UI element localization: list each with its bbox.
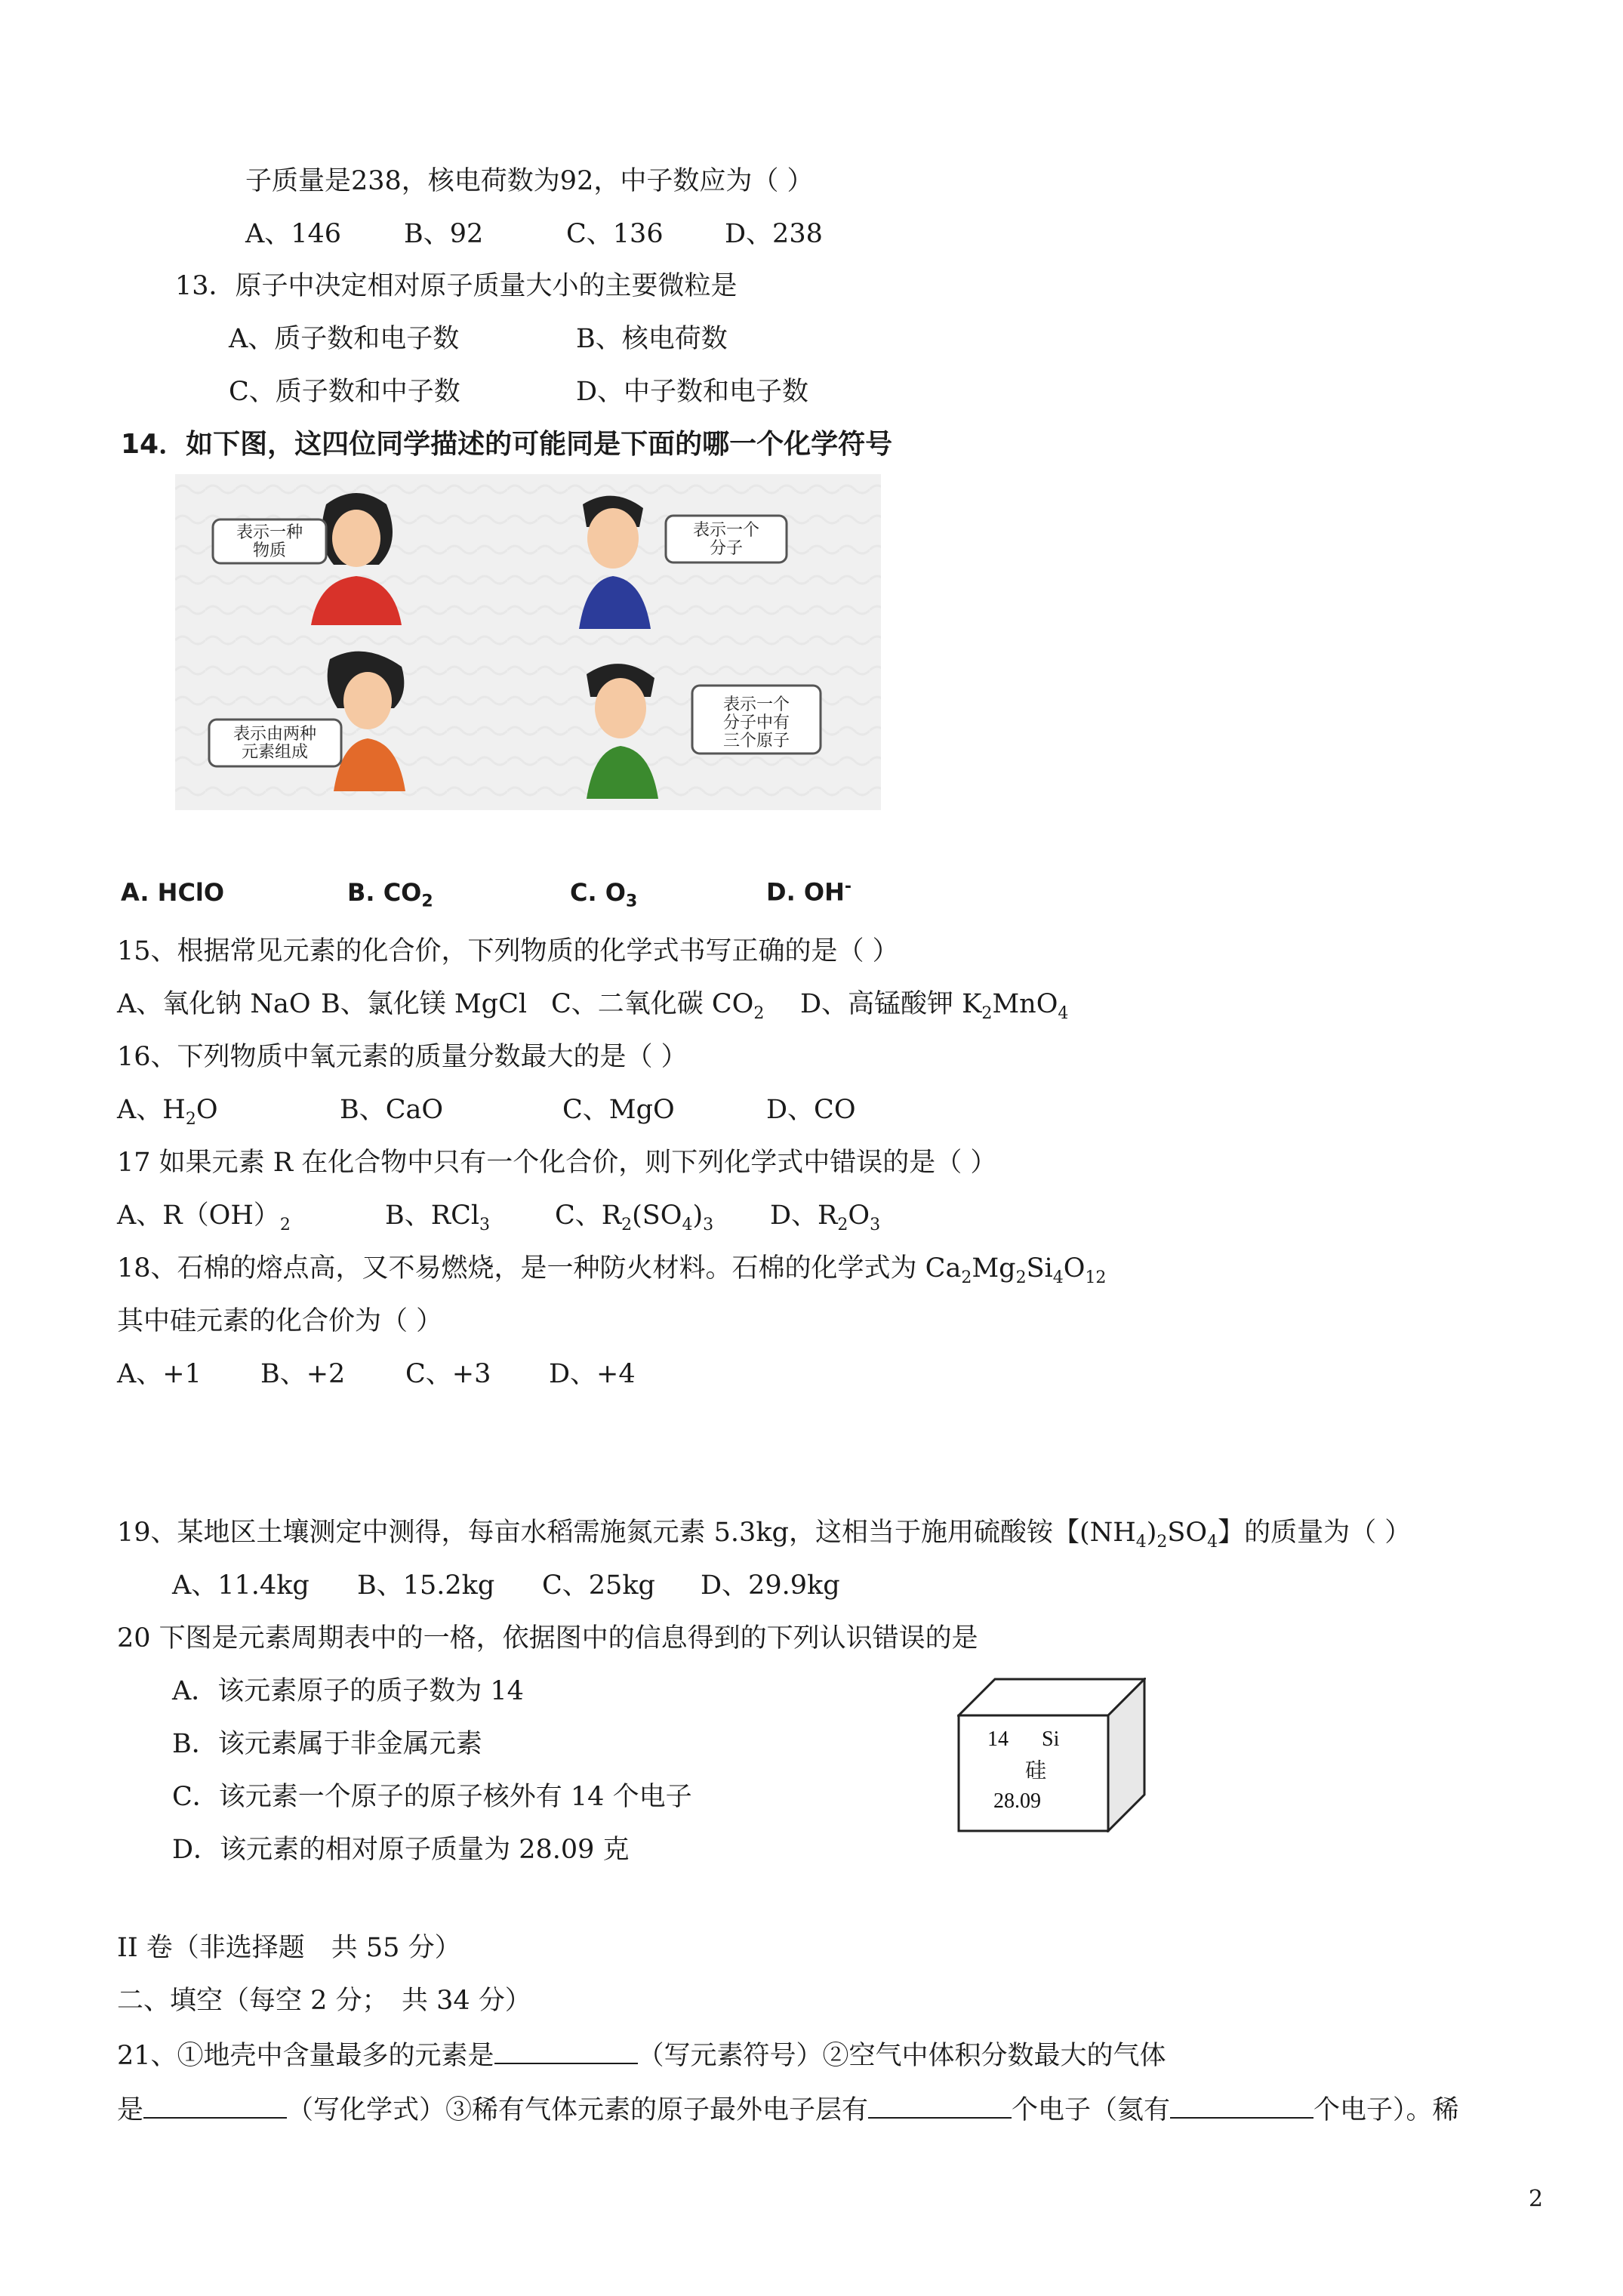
q19-option-c: C、25kg (542, 1570, 655, 1601)
q21-line1: 21、①地壳中含量最多的元素是 （写元素符号）②空气中体积分数最大的气体 (117, 2037, 1166, 2073)
q17-option-a: A、$R(OH)_2$ (117, 1200, 291, 1234)
q12-option-c: C、136 (566, 219, 664, 249)
q16-option-d: D、CO (766, 1095, 856, 1125)
q18-options (117, 1358, 636, 1391)
svg-text:表示一个: 表示一个 (692, 521, 760, 540)
page-number: 2 (1529, 2186, 1544, 2212)
q19-option-a: A、11.4kg (172, 1570, 310, 1601)
q19-options (172, 1569, 840, 1602)
svg-text:表示由两种: 表示由两种 (233, 725, 317, 744)
q12-options (245, 217, 823, 251)
q14-options (121, 871, 852, 918)
q13-option-c: C、质子数和中子数 (229, 377, 460, 407)
q19-option-d: D、29.9kg (701, 1570, 840, 1601)
q12-stem-tail: 子质量是238，核电荷数为92，中子数应为（ ） (245, 166, 814, 196)
q17-option-c: C、$R_2(SO_4)_3$ (555, 1200, 714, 1234)
q13-options-row2 (229, 375, 808, 408)
svg-text:元素组成: 元素组成 (241, 743, 309, 762)
speech-bubble-2 (666, 516, 787, 562)
four-students-illustration (175, 474, 881, 810)
speech-bubble-1 (213, 519, 326, 563)
q21-blank-3[interactable] (868, 2091, 1012, 2119)
cell-atomic-number: 14 (987, 1727, 1009, 1751)
q21-blank-1[interactable] (494, 2037, 638, 2064)
q16-option-c: C、MgO (562, 1095, 675, 1125)
svg-text:物质: 物质 (252, 541, 287, 560)
svg-text:分子中有: 分子中有 (722, 713, 790, 732)
q18-option-a: A、+1 (117, 1359, 202, 1389)
q17-option-d: D、$R_2O_3$ (770, 1200, 881, 1234)
svg-text:三个原子: 三个原子 (722, 732, 790, 750)
q15-option-a: A、氧化钠 NaO (117, 989, 311, 1019)
q14-option-a: A. HClO (121, 877, 225, 907)
q21-blank-2[interactable] (143, 2091, 287, 2119)
q15-option-c: C、二氧化碳 $CO_2$ (551, 989, 765, 1023)
q13-options-row1 (229, 322, 728, 356)
q17-options (117, 1199, 880, 1242)
speech-bubble-4 (692, 686, 821, 754)
q12-option-b: B、92 (404, 219, 484, 249)
q19-stem: 19、某地区土壤测定中测得，每亩水稻需施氮元素 5.3kg，这相当于施用硫酸铵【$(NH_4)_2SO_4$】的质量为（ ） (117, 1518, 1412, 1552)
q15-options (117, 988, 1068, 1031)
q17-option-b: B、RCl$_3$ (385, 1200, 491, 1234)
q12-option-d: D、238 (725, 219, 823, 249)
svg-text:表示一种: 表示一种 (236, 523, 303, 542)
q12-option-a: A、146 (245, 219, 342, 249)
q16-option-a: A、$H_2O$ (117, 1095, 218, 1129)
periodic-table-cell (957, 1678, 1146, 1832)
q15-option-b: B、氯化镁 MgCl (321, 989, 528, 1019)
q20-stem: 20 下图是元素周期表中的一格，依据图中的信息得到的下列认识错误的是 (117, 1623, 978, 1653)
q13-option-b: B、核电荷数 (576, 324, 728, 354)
section2-subtitle: 二、填空（每空 2 分； 共 34 分） (117, 1986, 531, 2016)
q16-stem: 16、下列物质中氧元素的质量分数最大的是（ ） (117, 1042, 688, 1072)
q18-option-d: D、+4 (549, 1359, 636, 1389)
svg-text:分子: 分子 (709, 539, 744, 558)
q21-line2: 是 （写化学式）③稀有气体元素的原子最外电子层有 个电子（氦有 个电子）。稀 (117, 2091, 1459, 2127)
cell-atomic-mass: 28.09 (993, 1789, 1041, 1813)
q20-option-b: B．该元素属于非金属元素 (172, 1729, 482, 1759)
q14-option-d: D. OH- (766, 877, 852, 907)
q13-option-d: D、中子数和电子数 (576, 377, 809, 407)
q16-option-b: B、CaO (340, 1095, 444, 1125)
speech-bubble-3 (209, 720, 341, 766)
q14-stem: 14．如下图，这四位同学描述的可能同是下面的哪一个化学符号 (121, 429, 893, 460)
q20-option-d: D．该元素的相对原子质量为 28.09 克 (172, 1835, 630, 1865)
q14-option-b: B. $CO_2$ (347, 877, 433, 911)
q17-stem: 17 如果元素 R 在化合物中只有一个化合价，则下列化学式中错误的是（ ） (117, 1148, 997, 1178)
q13-stem: 13．原子中决定相对原子质量大小的主要微粒是 (175, 271, 738, 301)
q13-option-a: A、质子数和电子数 (229, 324, 460, 354)
q16-options (117, 1093, 856, 1136)
q18-stem-line2: 其中硅元素的化合价为（ ） (117, 1306, 443, 1336)
q20-option-c: C．该元素一个原子的原子核外有 14 个电子 (172, 1782, 692, 1812)
q14-option-c: C. $O_3$ (570, 877, 638, 911)
q15-option-d: D、高锰酸钾 $K_2MnO_4$ (800, 989, 1069, 1023)
q18-option-b: B、+2 (260, 1359, 346, 1389)
q20-option-a: A．该元素原子的质子数为 14 (172, 1676, 524, 1706)
q19-option-b: B、15.2kg (357, 1570, 495, 1601)
q15-stem: 15、根据常见元素的化合价，下列物质的化学式书写正确的是（ ） (117, 936, 899, 966)
section2-title: II 卷（非选择题 共 55 分） (117, 1933, 461, 1963)
cell-symbol: Si (1042, 1727, 1060, 1751)
q18-option-c: C、+3 (405, 1359, 491, 1389)
q18-stem: 18、石棉的熔点高，又不易燃烧，是一种防火材料。石棉的化学式为 $Ca_2Mg_2Si_4O_{12}$ (117, 1253, 1107, 1287)
cell-element-name: 硅 (1025, 1758, 1047, 1783)
svg-text:表示一个: 表示一个 (722, 695, 790, 714)
q21-blank-4[interactable] (1170, 2091, 1313, 2119)
